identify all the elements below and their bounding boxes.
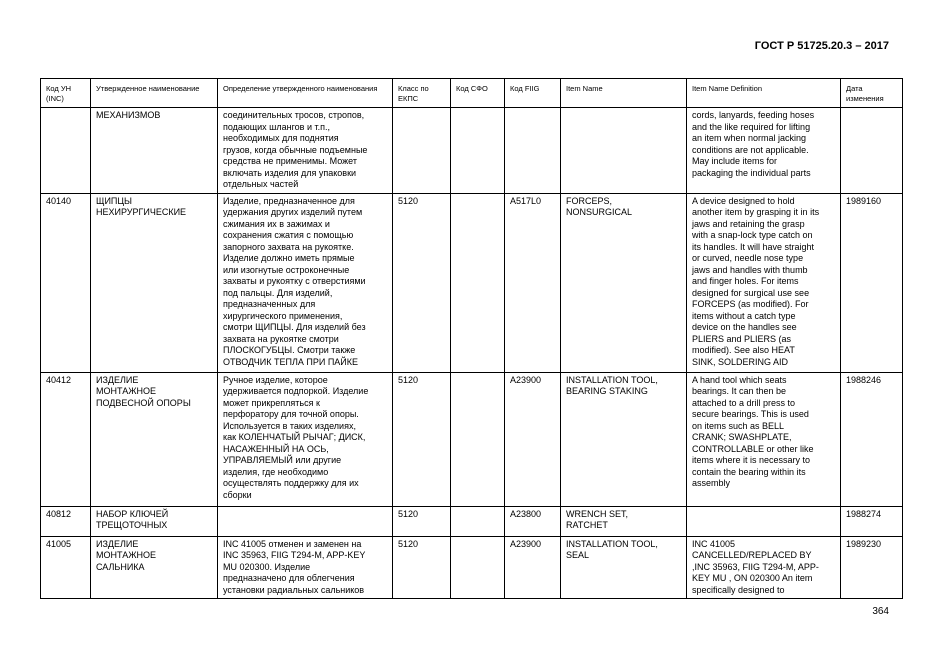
cell-sfo-code: [451, 108, 505, 194]
cell-approved-name: НАБОР КЛЮЧЕЙ ТРЕЩОТОЧНЫХ: [91, 506, 218, 536]
cell-sfo-code: [451, 536, 505, 599]
cell-definition: Изделие, предназначенное для удержания других изделий путем сжимания их в зажимах и сохранения сжатия с помощью запорного захвата на рукоятке. Изделие должно иметь прямые или изогнутые остроконечные захваты и рукоятку с отверстиями под пальцы. Для изделий, предназначенных для хирургического применения, смотри ЩИПЦЫ. Для изделий без захвата на рукоятке смотри ПЛОСКОГУБЦЫ. Смотри также ОТВОДЧИК ТЕПЛА ПРИ ПАЙКЕ: [218, 193, 393, 372]
cell-inc: 40140: [41, 193, 91, 372]
cell-definition: [218, 506, 393, 536]
cell-item-name-definition: A hand tool which seats bearings. It can then be attached to a drill press to secure bearings. This is used on items such as BELL CRANK; SWASHPLATE, CONTROLLABLE or other like items where it is necessary to contain the bearing within its assembly: [687, 372, 841, 506]
cell-item-name-definition: A device designed to hold another item by grasping it in its jaws and retaining the grasp with a snap-lock type catch on its handles. It will have straight or curved, needle nose type jaws and handles with thumb and finger holes. For items designed for surgical use see FORCEPS (as modified). For items without a catch type device on the handles see PLIERS and PLIERS (as modified). See also HEAT SINK, SOLDERING AID: [687, 193, 841, 372]
cell-inc: 40812: [41, 506, 91, 536]
col-header-ekps-class: Класс по ЕКПС: [393, 79, 451, 108]
cell-fiig-code: A517L0: [505, 193, 561, 372]
cell-item-name: INSTALLATION TOOL, BEARING STAKING: [561, 372, 687, 506]
table-row: [41, 506, 903, 536]
cell-ekps-class: 5120: [393, 536, 451, 599]
cell-change-date: 1988274: [841, 506, 903, 536]
cell-sfo-code: [451, 372, 505, 506]
cell-ekps-class: 5120: [393, 372, 451, 506]
cell-approved-name: МЕХАНИЗМОВ: [91, 108, 218, 194]
document-standard-header: ГОСТ Р 51725.20.3 – 2017: [754, 40, 889, 52]
cell-fiig-code: A23800: [505, 506, 561, 536]
cell-change-date: 1989160: [841, 193, 903, 372]
col-header-inc: Код УН (INC): [41, 79, 91, 108]
cell-sfo-code: [451, 193, 505, 372]
cell-inc: 40412: [41, 372, 91, 506]
cell-inc: 41005: [41, 536, 91, 599]
cell-change-date: 1988246: [841, 372, 903, 506]
table-header-row: [41, 79, 903, 108]
col-header-fiig-code: Код FIIG: [505, 79, 561, 108]
cell-fiig-code: A23900: [505, 536, 561, 599]
cell-ekps-class: 5120: [393, 193, 451, 372]
page-number: 364: [872, 606, 889, 617]
table-row: [41, 372, 903, 506]
col-header-item-name-definition: Item Name Definition: [687, 79, 841, 108]
cell-fiig-code: A23900: [505, 372, 561, 506]
cell-item-name: INSTALLATION TOOL, SEAL: [561, 536, 687, 599]
col-header-change-date: Дата изменения: [841, 79, 903, 108]
cell-item-name: WRENCH SET, RATCHET: [561, 506, 687, 536]
cell-definition: Ручное изделие, которое удерживается подпоркой. Изделие может прикрепляться к перфоратору для точной опоры. Используется в таких изделиях, как КОЛЕНЧАТЫЙ РЫЧАГ; ДИСК, НАСАЖЕННЫЙ НА ОСЬ, УПРАВЛЯЕМЫЙ или другие изделия, где необходимо осуществлять поддержку для их сборки: [218, 372, 393, 506]
col-header-item-name: Item Name: [561, 79, 687, 108]
cell-definition: соединительных тросов, стропов, подающих шлангов и т.п., необходимых для поднятия грузов, когда обычные подъемные средства не применимы. Может включать изделия для упаковки отдельных частей: [218, 108, 393, 194]
classification-table: [40, 78, 903, 599]
cell-change-date: [841, 108, 903, 194]
col-header-sfo-code: Код СФО: [451, 79, 505, 108]
cell-inc: [41, 108, 91, 194]
cell-item-name-definition: INC 41005 CANCELLED/REPLACED BY ,INC 35963, FIIG T294-M, APP- KEY MU , ON 020300 An item specifically designed to: [687, 536, 841, 599]
cell-ekps-class: [393, 108, 451, 194]
table-row: [41, 536, 903, 599]
cell-fiig-code: [505, 108, 561, 194]
cell-sfo-code: [451, 506, 505, 536]
table-row: [41, 193, 903, 372]
cell-item-name: FORCEPS, NONSURGICAL: [561, 193, 687, 372]
cell-change-date: 1989230: [841, 536, 903, 599]
cell-ekps-class: 5120: [393, 506, 451, 536]
col-header-definition: Определение утвержденного наименования: [218, 79, 393, 108]
table-row: [41, 108, 903, 194]
cell-definition: INC 41005 отменен и заменен на INC 35963, FIIG T294-M, APP-KEY MU 020300. Изделие предназначено для облегчения установки радиальных сальников: [218, 536, 393, 599]
col-header-approved-name: Утвержденное наименование: [91, 79, 218, 108]
cell-item-name: [561, 108, 687, 194]
cell-item-name-definition: [687, 506, 841, 536]
cell-approved-name: ИЗДЕЛИЕ МОНТАЖНОЕ ПОДВЕСНОЙ ОПОРЫ: [91, 372, 218, 506]
cell-approved-name: ИЗДЕЛИЕ МОНТАЖНОЕ САЛЬНИКА: [91, 536, 218, 599]
cell-approved-name: ЩИПЦЫ НЕХИРУРГИЧЕСКИЕ: [91, 193, 218, 372]
cell-item-name-definition: cords, lanyards, feeding hoses and the like required for lifting an item when normal jacking conditions are not applicable. May include items for packaging the individual parts: [687, 108, 841, 194]
